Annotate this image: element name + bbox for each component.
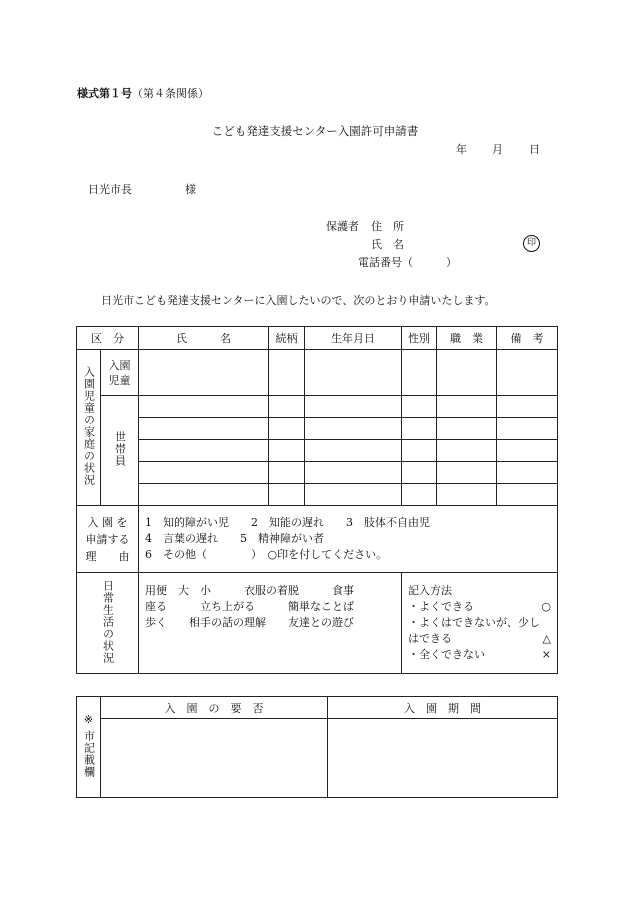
admission-period-cell[interactable] [328, 719, 558, 798]
child-remarks-cell[interactable] [497, 350, 558, 396]
member-cell[interactable] [497, 484, 558, 506]
member-cell[interactable] [139, 484, 269, 506]
admission-decision-cell[interactable] [101, 719, 328, 798]
honorific: 様 [185, 183, 196, 196]
reason-label: 入 園 を 申請する 理 由 [77, 506, 139, 573]
page-title: こども発達支援センター入園許可申請書 [211, 124, 419, 138]
office-use-table [76, 696, 558, 798]
seal-mark: 印 [523, 235, 540, 252]
method-row: ・よくできる ○ [408, 600, 551, 613]
reason-line: 6 その他（ ） ○印を付してください。 [145, 548, 388, 561]
member-cell[interactable] [402, 418, 437, 440]
daily-line: 歩く 相手の話の理解 友達との遊び [145, 616, 354, 629]
entry-method [402, 573, 558, 674]
household-label: 世帯員 [101, 396, 139, 506]
member-cell[interactable] [437, 440, 497, 462]
member-cell[interactable] [402, 396, 437, 418]
child-birthdate-cell[interactable] [305, 350, 402, 396]
member-cell[interactable] [497, 462, 558, 484]
member-cell[interactable] [437, 462, 497, 484]
member-cell[interactable] [305, 440, 402, 462]
daily-line: 座る 立ち上がる 簡単なことば [145, 600, 354, 613]
header-sex: 性別 [402, 327, 437, 350]
method-title: 記入方法 [408, 584, 452, 597]
form-number: 様式第１号 [77, 87, 132, 100]
member-cell[interactable] [269, 396, 305, 418]
admission-decision-header: 入 園 の 要 否 [101, 697, 328, 719]
method-row: ・全くできない × [408, 648, 551, 661]
member-cell[interactable] [139, 462, 269, 484]
header-remarks: 備 考 [497, 327, 558, 350]
child-label: 入園児童 [101, 350, 139, 396]
member-cell[interactable] [402, 484, 437, 506]
child-name-cell[interactable] [139, 350, 269, 396]
member-cell[interactable] [497, 418, 558, 440]
reason-line: 4 言葉の遅れ 5 精神障がい者 [145, 532, 324, 545]
header-category: 区 分 [77, 327, 139, 350]
application-table [76, 326, 558, 674]
member-cell[interactable] [269, 440, 305, 462]
member-cell[interactable] [269, 484, 305, 506]
member-cell[interactable] [497, 440, 558, 462]
member-cell[interactable] [305, 484, 402, 506]
header-name: 氏 名 [139, 327, 269, 350]
date-month: 月 [492, 143, 503, 156]
form-relation: （第４条関係） [132, 87, 209, 100]
member-cell[interactable] [139, 418, 269, 440]
member-cell[interactable] [139, 396, 269, 418]
member-cell[interactable] [402, 462, 437, 484]
method-row: ・よくはできないが、少し [408, 616, 540, 629]
header-occupation: 職 業 [437, 327, 497, 350]
guardian-label: 保護者 [326, 220, 359, 233]
member-cell[interactable] [437, 418, 497, 440]
date-day: 日 [529, 143, 540, 156]
reason-options[interactable] [139, 506, 558, 573]
member-cell[interactable] [139, 440, 269, 462]
address-label: 住 所 [371, 220, 404, 233]
daily-line: 用便 大 小 衣服の着脱 食事 [145, 584, 354, 597]
member-cell[interactable] [305, 462, 402, 484]
member-cell[interactable] [269, 462, 305, 484]
header-relation: 続柄 [269, 327, 305, 350]
child-relation-cell[interactable] [269, 350, 305, 396]
member-cell[interactable] [305, 396, 402, 418]
member-cell[interactable] [305, 418, 402, 440]
member-cell[interactable] [402, 440, 437, 462]
reason-line: 1 知的障がい児 2 知能の遅れ 3 肢体不自由児 [145, 516, 430, 529]
member-cell[interactable] [269, 418, 305, 440]
admission-period-header: 入 園 期 間 [328, 697, 558, 719]
date-year: 年 [456, 143, 467, 156]
child-occupation-cell[interactable] [437, 350, 497, 396]
intro-text: 日光市こども発達支援センターに入園したいので、次のとおり申請いたします。 [101, 294, 496, 307]
member-cell[interactable] [437, 484, 497, 506]
daily-life-label: 日常生活の状況 [77, 573, 139, 674]
office-use-label: ※ 市記載欄 [77, 697, 101, 798]
daily-life-items[interactable] [139, 573, 402, 674]
phone-label: 電話番号（ ） [358, 256, 457, 269]
form-number-line [77, 85, 209, 101]
family-situation-label: 入園児童の家庭の状況 [77, 350, 101, 506]
member-cell[interactable] [497, 396, 558, 418]
name-label: 氏 名 [371, 238, 404, 251]
child-sex-cell[interactable] [402, 350, 437, 396]
header-birthdate: 生年月日 [305, 327, 402, 350]
addressee: 日光市長 [88, 183, 132, 196]
method-row: はできる △ [408, 632, 551, 645]
member-cell[interactable] [437, 396, 497, 418]
